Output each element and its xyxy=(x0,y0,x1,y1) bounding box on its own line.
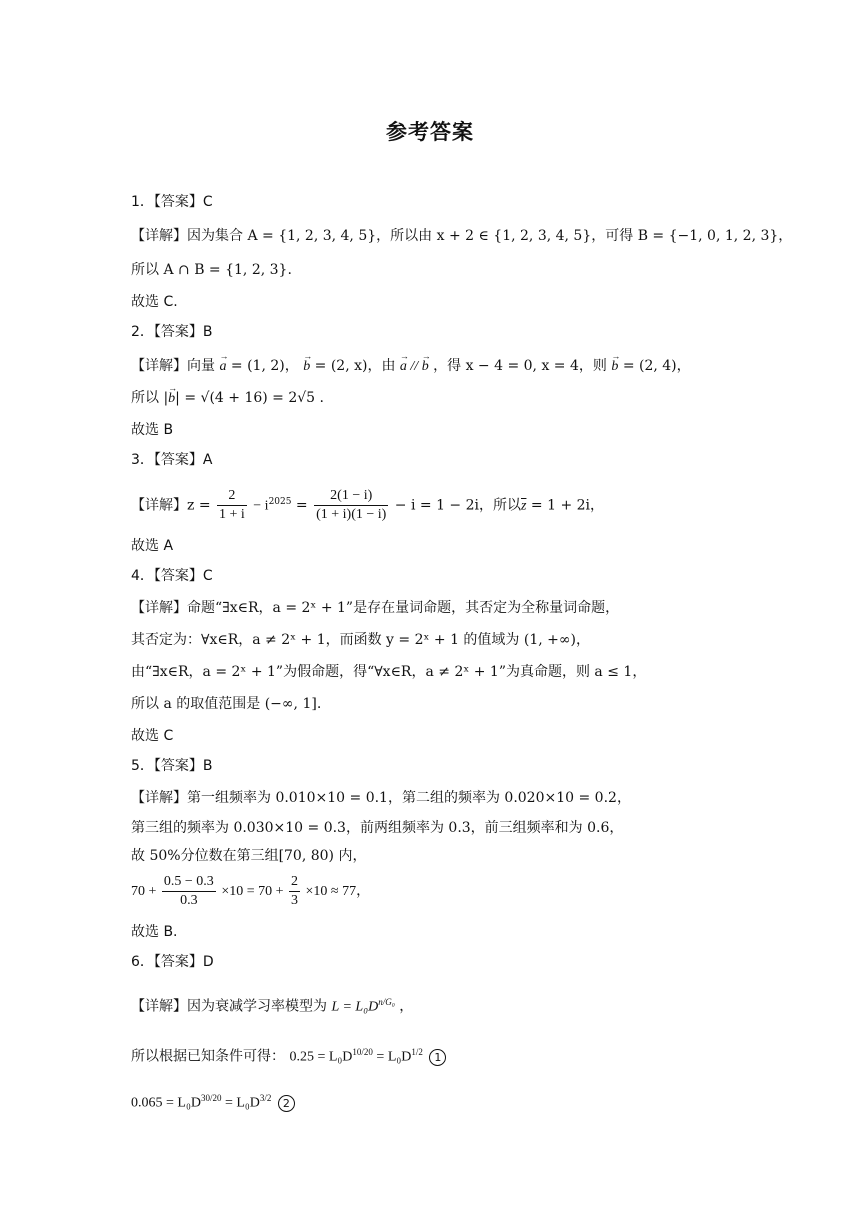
q1-answer-line: 1．【答案】C xyxy=(131,194,213,210)
q6-model-exponent: n/G₀ xyxy=(378,997,395,1007)
vector-b-4: → b xyxy=(168,389,175,409)
q4-detail-line-2: 其否定为：∀x∈R，a ≠ 2ˣ + 1，而函数 y = 2ˣ + 1 的值域为 (1, +∞)， xyxy=(131,632,590,648)
q5-detail-line-1: 【详解】第一组频率为 0.010×10 = 0.1，第二组的频率为 0.020×10 = 0.2， xyxy=(131,790,631,806)
q5-fraction-2-denominator: 3 xyxy=(291,893,298,909)
q3-detail-line xyxy=(131,482,604,527)
q5-text-a: 70 + xyxy=(131,884,157,899)
q5-fraction-1-numerator: 0.5 − 0.3 xyxy=(162,873,216,892)
q6-text-a: 【详解】因为衰减学习率模型为 xyxy=(131,998,327,1015)
q2-answer-line: 2．【答案】B xyxy=(131,324,213,340)
q6-detail-line-2 xyxy=(131,1042,446,1068)
vector-b-2: → b xyxy=(422,357,429,377)
q1-conclusion: 故选 C. xyxy=(131,294,178,310)
vector-a-2: → a xyxy=(400,357,407,377)
q5-fraction-2-numerator: 2 xyxy=(289,873,300,892)
q3-fraction-1-denominator: 1 + i xyxy=(219,507,245,523)
parallel-symbol: // xyxy=(406,359,422,374)
q6-eq2-right: = L₀D xyxy=(221,1095,260,1111)
q4-conclusion: 故选 C xyxy=(131,728,174,744)
q5-formula-line xyxy=(131,872,370,912)
q5-detail-line-3: 故 50%分位数在第三组[70, 80) 内， xyxy=(131,848,367,864)
q2-l2-a: 所以 | xyxy=(131,390,169,406)
equation-marker-1: 1 xyxy=(429,1049,446,1066)
q5-text-c: ×10 ≈ 77， xyxy=(305,884,371,899)
q2-text-b: = (1, 2)， xyxy=(230,358,299,374)
equation-marker-2: 2 xyxy=(278,1095,295,1112)
q2-text-c: = (2, x)，由 xyxy=(314,358,396,374)
q1-detail-line-1: 【详解】因为集合 A = {1, 2, 3, 4, 5}，所以由 x + 2 ∈ {1, 2, 3, 4, 5}，可得 B = {−1, 0, 1, 2, 3}， xyxy=(131,228,793,244)
q2-text-e: = (2, 4)， xyxy=(622,358,691,374)
q4-detail-line-3: 由“∃x∈R，a = 2ˣ + 1”为假命题，得“∀x∈R，a ≠ 2ˣ + 1”为真命题，则 a ≤ 1， xyxy=(131,664,647,680)
page-title: 参考答案 xyxy=(386,120,474,144)
q6-eq1-exp1: 10/20 xyxy=(352,1047,373,1057)
q5-conclusion: 故选 B. xyxy=(131,924,178,940)
q3-text-b: − i xyxy=(253,498,269,514)
q3-fraction-1 xyxy=(217,487,247,524)
vector-b: → b xyxy=(303,357,310,377)
q2-detail-line-1 xyxy=(131,356,691,377)
q3-answer-line: 3．【答案】A xyxy=(131,452,213,468)
q5-fraction-2 xyxy=(289,873,300,910)
q6-eq2-exp2: 3/2 xyxy=(259,1093,272,1103)
q3-fraction-1-numerator: 2 xyxy=(217,487,247,506)
q6-eq1-left: 0.25 = L₀D xyxy=(289,1049,353,1065)
q5-text-b: ×10 = 70 + xyxy=(221,884,284,899)
q6-eq1-exp2: 1/2 xyxy=(411,1047,423,1057)
q5-fraction-1-denominator: 0.3 xyxy=(180,893,198,909)
q3-text-c: = xyxy=(295,497,308,514)
q6-eq2-exp1: 30/20 xyxy=(200,1093,222,1103)
q4-answer-line: 4．【答案】C xyxy=(131,568,213,584)
q6-answer-line: 6．【答案】D xyxy=(131,954,214,970)
q5-answer-line: 5．【答案】B xyxy=(131,758,213,774)
q6-eq1-right: = L₀D xyxy=(372,1049,412,1065)
q3-exponent: 2025 xyxy=(268,497,292,507)
q3-text-a: 【详解】z = xyxy=(131,497,211,514)
q3-fraction-2-denominator: (1 + i)(1 − i) xyxy=(316,507,387,523)
q2-text-a: 【详解】向量 xyxy=(131,358,215,374)
q1-detail-line-2: 所以 A ∩ B = {1, 2, 3}. xyxy=(131,262,292,278)
q3-text-d: − i = 1 − 2i，所以 xyxy=(394,497,521,514)
q5-fraction-1 xyxy=(162,873,216,910)
q5-detail-line-2: 第三组的频率为 0.030×10 = 0.3，前两组频率为 0.3，前三组频率和为 0.6， xyxy=(131,820,624,836)
q6-detail-line-1 xyxy=(131,992,413,1018)
q2-conclusion: 故选 B xyxy=(131,422,174,438)
q2-l2-b: | = √(4 + 16) = 2√5 . xyxy=(175,390,324,406)
q4-detail-line-1: 【详解】命题“∃x∈R，a = 2ˣ + 1”是存在量词命题，其否定为全称量词命题， xyxy=(131,600,620,616)
z-conjugate: $\overline{z}$ xyxy=(521,498,527,514)
q6-l2-a: 所以根据已知条件可得： xyxy=(131,1048,285,1065)
q6-model-formula: L = L₀D xyxy=(331,999,379,1015)
q6-eq2-left: 0.065 = L₀D xyxy=(131,1095,201,1111)
q3-fraction-2-numerator: 2(1 − i) xyxy=(314,487,388,506)
q6-text-c: ， xyxy=(399,998,414,1015)
q3-text-e: = 1 + 2i， xyxy=(526,497,605,514)
q2-detail-line-2 xyxy=(131,388,324,409)
q3-fraction-2 xyxy=(314,487,388,524)
q2-text-d: ，得 x − 4 = 0, x = 4，则 xyxy=(433,358,607,374)
q3-conclusion: 故选 A xyxy=(131,538,174,554)
q4-detail-line-4: 所以 a 的取值范围是 (−∞, 1]. xyxy=(131,696,322,712)
vector-b-3: → b xyxy=(611,357,618,377)
vector-a: → a xyxy=(219,357,226,377)
q6-detail-line-3 xyxy=(131,1088,295,1114)
